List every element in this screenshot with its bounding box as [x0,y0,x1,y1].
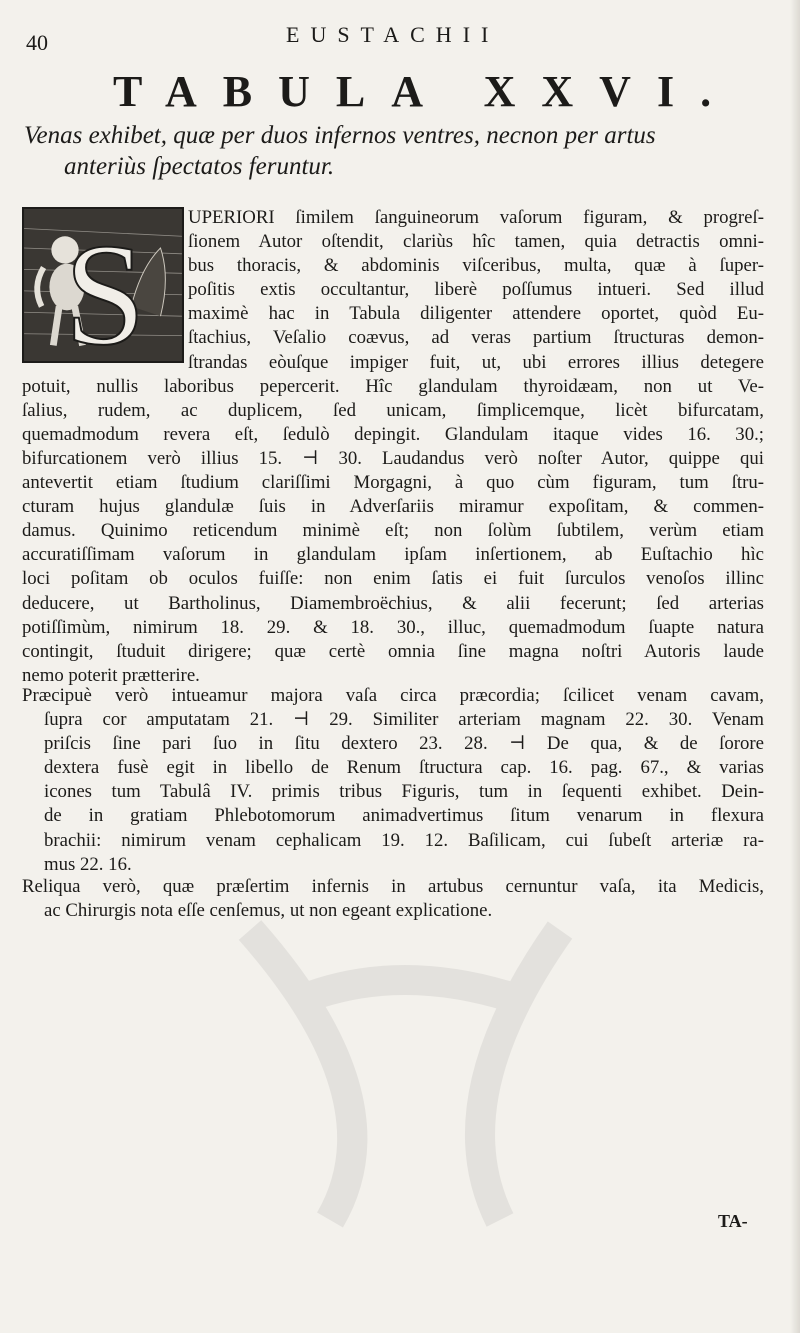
plate-title: TABULA XXVI. [112,67,738,116]
paragraph-2-line: ſupra cor amputatam 21. ⊣ 29. Similiter arteriam magnam 22. 30. Venam [44,709,764,731]
paragraph-1-line: ſionem Autor oſtendit, clariùs hîc tamen, quia detractis omni- [188,231,764,253]
paragraph-1-line: UPERIORI ſimilem ſanguineorum vaſorum figuram, & progreſ- [188,207,764,228]
paragraph-1-line: maximè hac in Tabula diligenter attendere oportet, quòd Eu- [188,303,764,325]
catchword: TA- [718,1211,748,1231]
paragraph-1 [22,206,764,688]
paragraph-1-line: potiſſimùm, nimirum 18. 29. & 18. 30., illuc, quemadmodum ſuapte natura [22,616,764,638]
running-head-title: EUSTACHII [286,22,500,47]
initial-letter: S [64,213,146,361]
paragraph-2-line: Præcipuè verò intueamur majora vaſa circa præcordia; ſcilicet venam cavam, [22,685,764,706]
subtitle [24,120,774,182]
paragraph-2 [22,684,764,877]
paragraph-1-line: deducere, ut Bartholinus, Diamembroëchius, & alii fecerunt; ſed arterias [22,592,764,614]
paragraph-1-line: contingit, ſtuduit dirigere; quæ certè omnia ſine magna noſtri Autoris laude [22,640,764,662]
paragraph-2-line: mus 22. 16. [44,853,132,875]
paragraph-1-line: accuratiſſimam vaſorum in glandulam ipſam inſertionem, ab Euſtachio hìc [22,544,764,566]
paragraph-2-line: brachii: nimirum venam cephalicam 19. 12. Baſilicam, cui ſubeſt arteriæ ra- [44,829,764,851]
paragraph-1-line: ſtrandas eòuſque impiger fuit, ut, ubi errores illius detegere [188,351,764,373]
paragraph-1-line: bus thoracis, & abdominis viſceribus, multa, quæ à ſuper- [188,255,764,277]
paragraph-1-line: antevertit etiam ſtudium clariſſimi Morgagni, à quo cùm figuram, tum ſtru- [22,472,764,494]
paragraph-2-line: dextera fusè egit in libello de Renum ſtructura cap. 16. pag. 67., & varias [44,757,764,779]
paragraph-2-line: priſcis ſine pari ſuo in ſitu dextero 23. 28. ⊣ De qua, & de ſorore [44,733,764,755]
paragraph-1-line: cturam hujus glandulæ ſuis in Adverſariis miramur expoſitam, & commen- [22,496,764,518]
paragraph-1-line: poſitis extis occultantur, liberè poſſumus intueri. Sed illud [188,279,764,301]
paragraph-1-line: bifurcationem verò illius 15. ⊣ 30. Laudandus verò noſter Autor, quippe qui [22,447,764,469]
paragraph-1-line: ſalius, rudem, ac duplicem, ſed unicam, ſimplicemque, licèt bifurcatam, [22,399,764,421]
paragraph-1-line: ſtachius, Veſalio coævus, ad veras partium ſtructuras demon- [188,327,764,349]
subtitle-line-2: anteriùs ſpectatos feruntur. [64,153,335,180]
paragraph-1-line: nemo poterit prætterire. [22,664,200,686]
paragraph-1-line: damus. Quinimo reticendum minimè eſt; non ſolùm ſubtilem, verùm etiam [22,520,764,542]
paragraph-3 [22,875,764,923]
paragraph-1-line: quemadmodum revera eſt, ſedulò depingit. Glandulam itaque vides 16. 30.; [22,423,764,445]
paragraph-2-line: icones tum Tabulâ IV. primis tribus Figuris, tum in ſequenti exhibet. Dein- [44,781,764,803]
paragraph-3-line: Reliqua verò, quæ præſertim infernis in artubus cernuntur vaſa, ita Medicis, [22,876,764,897]
running-head [0,22,800,55]
paragraph-2-line: de in gratiam Phlebotomorum animadvertimus ſitum venarum in flexura [44,805,764,827]
paragraph-1-line: loci poſitam ob oculos fuiſſe: non enim ſatis ei fuit ſurculos venoſos illinc [22,568,764,590]
subtitle-line-1: Venas exhibet, quæ per duos infernos ventres, necnon per artus [24,122,656,149]
page-number: 40 [26,30,48,55]
paragraph-3-line: ac Chirurgis nota eſſe cenſemus, ut non egeant explicatione. [44,900,493,922]
paragraph-1-line: potuit, nullis laboribus pepercerit. Hîc glandulam thyroidæam, non ut Ve- [22,375,764,397]
